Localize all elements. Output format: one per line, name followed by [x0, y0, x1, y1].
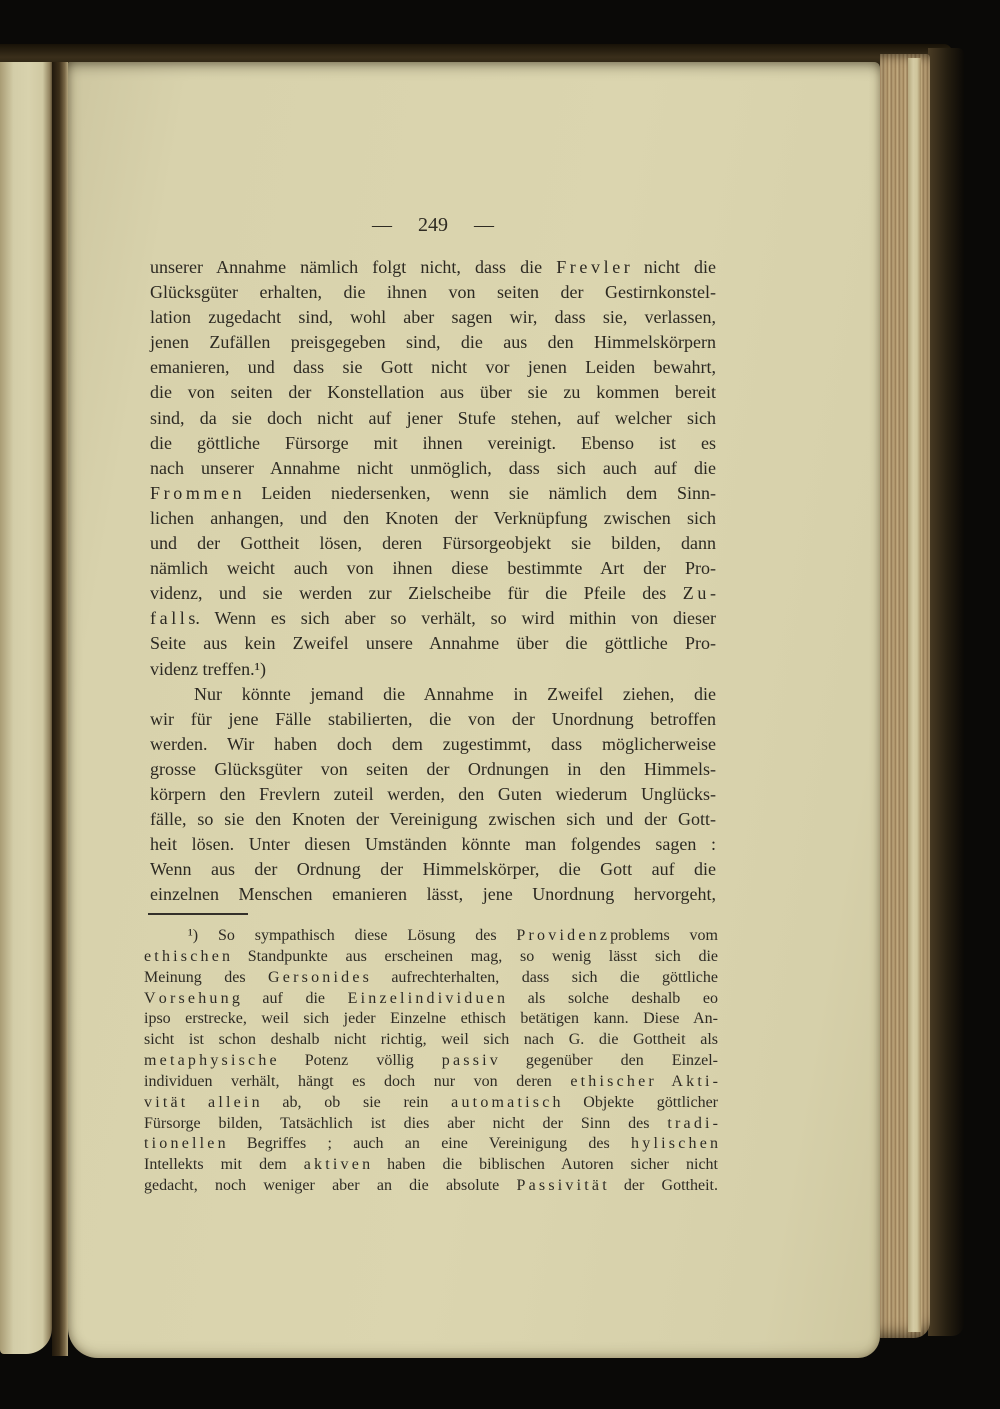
main-text-line: videnz treffen.¹): [150, 658, 267, 679]
main-text-line: videnz, und sie werden zur Zielscheibe für die Pfeile des Z u -: [150, 583, 716, 604]
main-text-block: [150, 255, 716, 907]
main-text-line: emanieren, und dass sie Gott nicht vor jenen Leiden bewahrt,: [150, 357, 716, 378]
main-text-line: Wenn aus der Ordnung der Himmelskörper, die Gott auf die: [150, 859, 716, 880]
main-text-line: f a l l s. Wenn es sich aber so verhält, so wird mithin von dieser: [150, 608, 716, 629]
footnote-line: m e t a p h y s i s c h e Potenz völlig p a s s i v gegenüber den Einzel-: [144, 1052, 718, 1070]
main-text-line: Seite aus kein Zweifel unsere Annahme über die göttliche Pro-: [150, 633, 716, 654]
footnote-separator: [148, 913, 248, 915]
page-edge-highlight: [908, 58, 921, 1332]
gutter-shadow: [52, 62, 68, 1356]
main-text-line: wir für jene Fälle stabilierten, die von der Unordnung betroffen: [150, 708, 716, 729]
page-number-dash-right: —: [474, 213, 494, 236]
footnote-line: gedacht, noch weniger aber an die absolute P a s s i v i t ä t der Gottheit.: [144, 1177, 718, 1195]
main-text-line: heit lösen. Unter diesen Umständen könnte man folgendes sagen :: [150, 834, 716, 855]
main-text-line: körpern den Frevlern zuteil werden, den Guten wiederum Unglücks-: [150, 783, 716, 804]
footnote-line: individuen verhält, hängt es doch nur von deren e t h i s c h e r A k t i -: [144, 1072, 718, 1090]
main-text-line: sind, da sie doch nicht auf jener Stufe stehen, auf welcher sich: [150, 407, 716, 428]
main-text-line: jenen Zufällen preisgegeben sind, die aus den Himmelskörpern: [150, 332, 716, 353]
page-header: [150, 212, 716, 238]
main-text-line: werden. Wir haben doch dem zugestimmt, dass möglicherweise: [150, 733, 716, 754]
main-text-line: F r o m m e n Leiden niedersenken, wenn sie nämlich dem Sinn-: [150, 482, 716, 503]
footnote-line: Fürsorge bilden, Tatsächlich ist dies aber nicht der Sinn des t r a d i -: [144, 1114, 718, 1132]
footnote-line: e t h i s c h e n Standpunkte aus erscheinen mag, so wenig lässt sich die: [144, 947, 718, 965]
main-text-line: einzelnen Menschen emanieren lässt, jene Unordnung hervorgeht,: [150, 884, 716, 905]
main-text-line: und der Gottheit lösen, deren Fürsorgeobjekt sie bilden, dann: [150, 533, 716, 554]
main-text-line: unserer Annahme nämlich folgt nicht, dass die F r e v l e r nicht die: [150, 257, 716, 277]
main-text-line: lation zugedacht sind, wohl aber sagen wir, dass sie, verlassen,: [150, 307, 716, 328]
book-page: [68, 62, 880, 1358]
main-text-line: nämlich weicht auch von ihnen diese bestimmte Art der Pro-: [150, 558, 716, 579]
footnote-line: Meinung des G e r s o n i d e s aufrechterhalten, dass sich die göttliche: [144, 968, 718, 986]
footnote-line: V o r s e h u n g auf die E i n z e l i n d i v i d u e n als solche deshalb eo: [144, 989, 718, 1007]
footnote-block: [144, 926, 718, 1197]
main-text-line: lichen anhangen, und den Knoten der Verknüpfung zwischen sich: [150, 507, 716, 528]
main-text-line: grosse Glücksgüter von seiten der Ordnungen in den Himmels-: [150, 758, 716, 779]
page-number-dash-left: —: [372, 213, 392, 236]
main-text-line: Nur könnte jemand die Annahme in Zweifel ziehen, die: [194, 683, 716, 704]
main-text-line: die göttliche Fürsorge mit ihnen vereinigt. Ebenso ist es: [150, 432, 716, 453]
main-text-line: nach unserer Annahme nicht unmöglich, dass sich auch auf die: [150, 457, 716, 478]
book-cover-right-edge: [928, 48, 964, 1336]
main-text-line: fälle, so sie den Knoten der Vereinigung zwischen sich und der Gott-: [150, 809, 716, 830]
footnote-line: ipso erstrecke, weil sich jeder Einzelne ethisch betätigen kann. Diese An-: [144, 1010, 718, 1028]
footnote-line: v i t ä t a l l e i n ab, ob sie rein a u t o m a t i s c h Objekte göttlicher: [144, 1093, 718, 1111]
page-edge-stack: [880, 54, 930, 1338]
footnote-line: ¹) So sympathisch diese Lösung des P r o v i d e n z problems vom: [188, 927, 718, 944]
footnote-line: t i o n e l l e n Begriffes ; auch an eine Vereinigung des h y l i s c h e n: [144, 1135, 718, 1153]
footnote-line: sicht ist schon deshalb nicht richtig, weil sich nach G. die Gottheit als: [144, 1031, 718, 1049]
footnote-line: Intellekts mit dem a k t i v e n haben die biblischen Autoren sicher nicht: [144, 1156, 718, 1174]
page-number: 249: [418, 213, 448, 236]
previous-page-edge: [0, 62, 52, 1354]
main-text-line: Glücksgüter erhalten, die ihnen von seiten der Gestirnkonstel-: [150, 282, 716, 303]
main-text-line: die von seiten der Konstellation aus über sie zu kommen bereit: [150, 382, 716, 403]
